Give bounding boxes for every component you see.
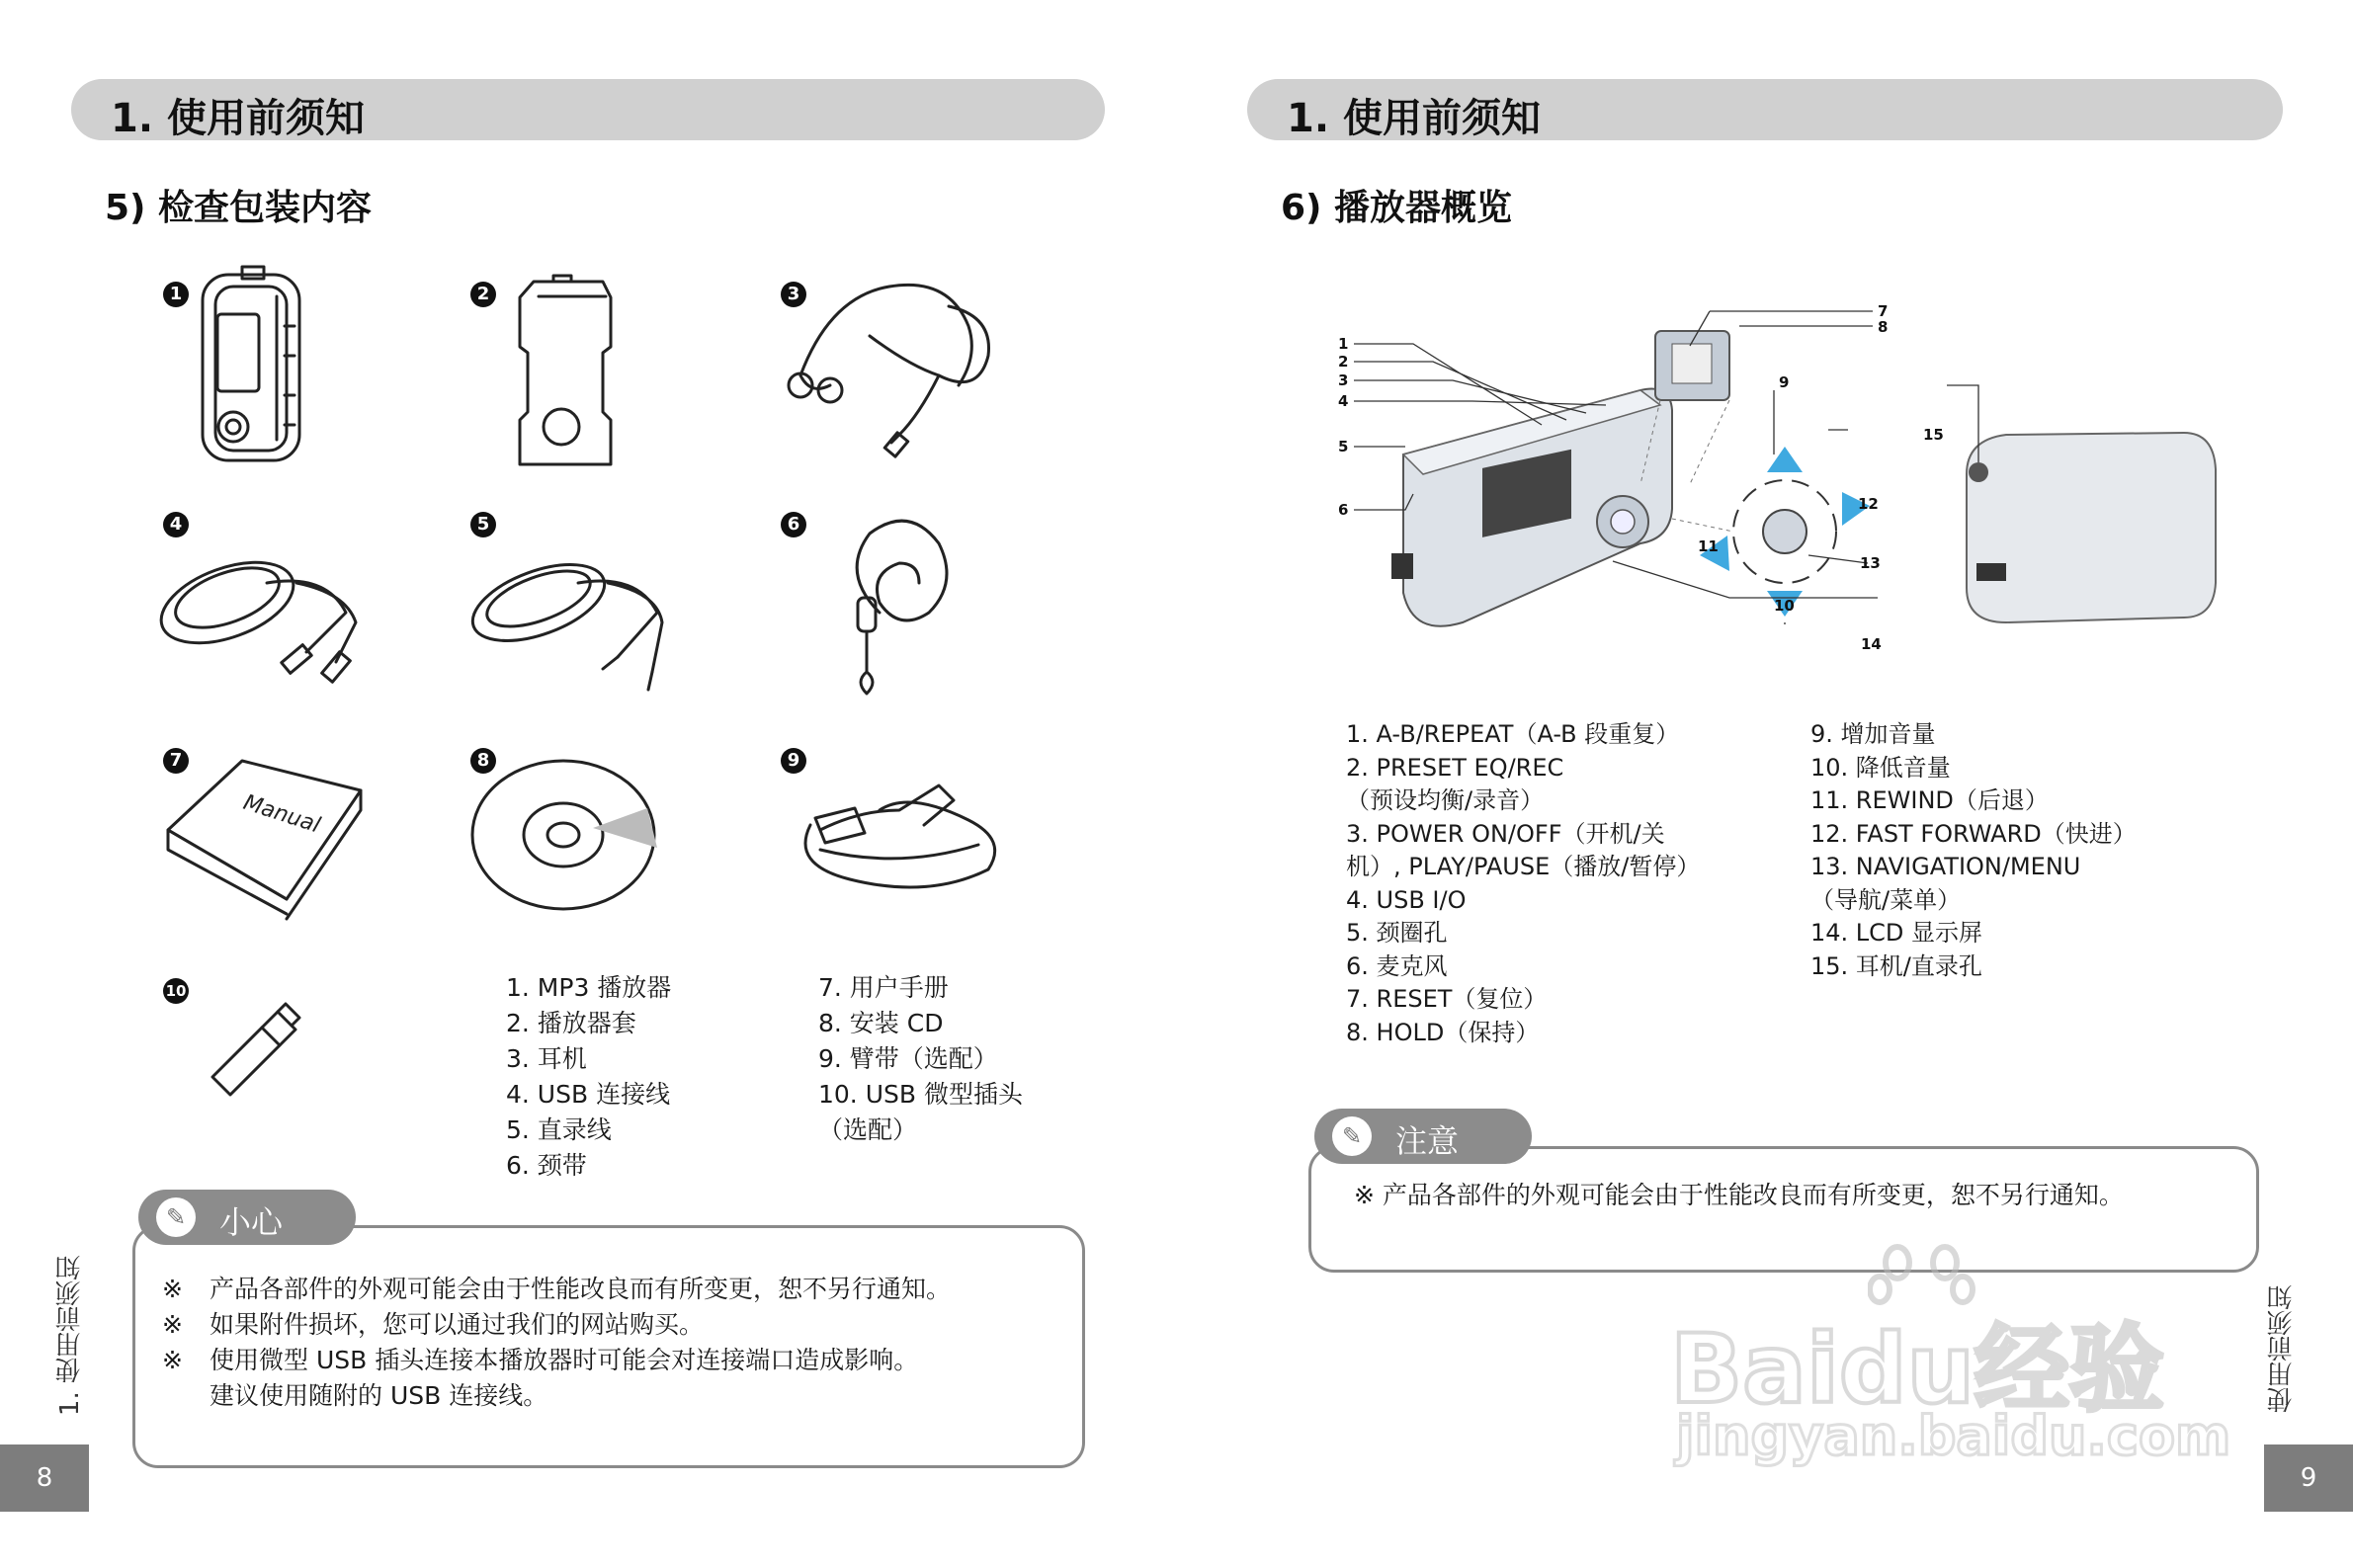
caption-item: 9. 臂带（选配） (818, 1044, 998, 1073)
spec-item: 机）, PLAY/PAUSE（播放/暂停） (1346, 853, 1701, 880)
player-back-drawing (1967, 433, 2216, 622)
install-cd-drawing (472, 761, 657, 909)
item-badge-6: 6 (781, 512, 806, 537)
specs-col2 (1810, 718, 2137, 983)
pencil-icon: ✎ (1332, 1116, 1372, 1156)
svg-text:7: 7 (1878, 302, 1889, 320)
caption-item: 6. 颈带 (506, 1151, 587, 1180)
spec-item: 8. HOLD（保持） (1346, 1018, 1540, 1046)
caption-item: 3. 耳机 (506, 1044, 587, 1073)
left-section-title: 5) 检查包装内容 (105, 188, 373, 228)
caption-item: 2. 播放器套 (506, 1009, 636, 1037)
spec-item: （导航/菜单） (1810, 885, 1962, 914)
right-header-title: 1. 使用前须知 (1287, 96, 1541, 141)
spec-item: 4. USB I/O (1346, 885, 1467, 914)
svg-text:9: 9 (1779, 373, 1790, 391)
neck-strap-drawing (857, 521, 947, 694)
caption-item: 10. USB 微型插头 (818, 1080, 1023, 1109)
svg-text:2: 2 (1338, 353, 1349, 371)
right-page-number: 9 (2264, 1444, 2353, 1512)
svg-text:3: 3 (1338, 371, 1349, 389)
watermark-brand: Baidu经验 (1670, 1314, 2164, 1425)
item-badge-10: 10 (163, 978, 189, 1004)
caption-item: 8. 安装 CD (818, 1009, 944, 1037)
manual-label: Manual (240, 789, 323, 839)
specs-col1 (1346, 718, 1700, 1049)
notice-tab (1314, 1109, 1532, 1164)
item-badge-1: 1 (163, 282, 189, 307)
spec-item: （预设均衡/录音） (1346, 786, 1545, 814)
watermark-url: jingyan.baidu.com (1676, 1405, 2231, 1467)
spec-item: 2. PRESET EQ/REC (1346, 753, 1564, 782)
spec-item: 9. 增加音量 (1810, 720, 1936, 748)
svg-text:1: 1 (1338, 335, 1349, 353)
svg-text:13: 13 (1860, 554, 1881, 572)
spec-item: 13. NAVIGATION/MENU (1810, 853, 2081, 880)
caption-item: 4. USB 连接线 (506, 1080, 671, 1109)
spec-item: 11. REWIND（后退） (1810, 786, 2049, 814)
left-header-title: 1. 使用前须知 (111, 96, 365, 141)
spec-item: 7. RESET（复位） (1346, 985, 1548, 1013)
svg-text:10: 10 (1774, 597, 1795, 615)
item-badge-2: 2 (470, 282, 496, 307)
caution-line: 建议使用随附的 USB 连接线。 (210, 1381, 548, 1410)
caution-line: ※ 使用微型 USB 插头连接本播放器时可能会对连接端口造成影响。 (162, 1346, 919, 1374)
svg-text:12: 12 (1858, 495, 1879, 513)
caption-item: 1. MP3 播放器 (506, 973, 672, 1002)
notice-line: ※ 产品各部件的外观可能会由于性能改良而有所变更，恕不另行通知。 (1354, 1181, 2124, 1209)
left-side-label: 1. 使用前须知 (55, 1255, 85, 1417)
svg-text:6: 6 (1338, 501, 1349, 519)
captions-col2 (818, 970, 1023, 1148)
item-badge-3: 3 (781, 282, 806, 307)
arm-band-drawing (805, 785, 995, 887)
svg-text:4: 4 (1338, 392, 1349, 410)
caption-item: 5. 直录线 (506, 1115, 612, 1144)
caption-item: 7. 用户手册 (818, 973, 949, 1002)
item-badge-9: 9 (781, 748, 806, 774)
spec-item: 12. FAST FORWARD（快进） (1810, 819, 2137, 848)
svg-text:11: 11 (1698, 537, 1719, 555)
right-side-label: 使用前须知 (2267, 1284, 2297, 1413)
item-badge-4: 4 (163, 512, 189, 537)
item-badge-5: 5 (470, 512, 496, 537)
usb-cable-drawing (150, 546, 356, 682)
caution-line: ※ 如果附件损坏，您可以通过我们的网站购买。 (162, 1310, 705, 1339)
spec-item: 10. 降低音量 (1810, 753, 1951, 782)
right-section-title: 6) 播放器概览 (1281, 188, 1513, 228)
player-overview-diagram (1314, 296, 2224, 672)
mp3-player-drawing (203, 267, 299, 460)
spec-item: 3. POWER ON/OFF（开机/关 (1346, 819, 1665, 848)
caution-lines (162, 1272, 951, 1414)
spec-item: 14. LCD 显示屏 (1810, 919, 1983, 947)
earphones-drawing (789, 285, 989, 456)
player-case-drawing (520, 276, 611, 464)
left-page-number: 8 (0, 1444, 89, 1512)
manual-drawing (168, 761, 361, 919)
caution-tab (138, 1190, 356, 1245)
item-badge-7: 7 (163, 748, 189, 774)
spec-item: 6. 麦克风 (1346, 951, 1448, 980)
spec-item: 1. A-B/REPEAT（A-B 段重复） (1346, 720, 1680, 748)
svg-text:15: 15 (1923, 426, 1944, 444)
caution-line: ※ 产品各部件的外观可能会由于性能改良而有所变更，恕不另行通知。 (162, 1275, 952, 1303)
spec-item: 5. 颈圈孔 (1346, 919, 1448, 947)
svg-text:8: 8 (1878, 318, 1889, 336)
right-header-bar (1247, 79, 2283, 140)
player-front-drawing (1391, 389, 1672, 626)
item-badge-8: 8 (470, 748, 496, 774)
navigation-pad-drawing (1672, 447, 1870, 617)
usb-micro-plug-drawing (212, 1004, 299, 1095)
svg-text:5: 5 (1338, 438, 1349, 455)
captions-col1 (506, 970, 671, 1184)
caution-tab-label: 小心 (219, 1203, 284, 1241)
notice-tab-label: 注意 (1395, 1122, 1460, 1160)
spec-item: 15. 耳机/直录孔 (1810, 951, 1982, 980)
baidu-watermark (1670, 1235, 2231, 1472)
line-in-cable-drawing (462, 549, 662, 690)
svg-text:14: 14 (1861, 635, 1882, 653)
pencil-icon: ✎ (156, 1197, 196, 1237)
caption-item: （选配） (818, 1115, 918, 1144)
